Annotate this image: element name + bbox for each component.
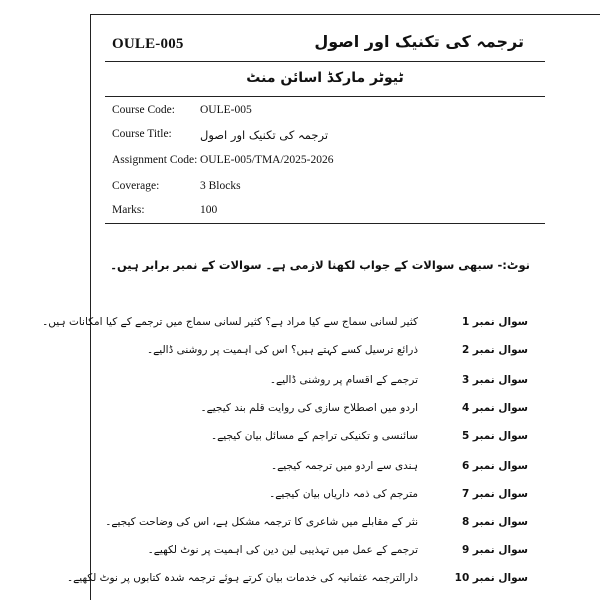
divider-bottom (105, 223, 545, 224)
instructions-note: نوٹ:- سبھی سوالات کے جواب لکھنا لازمی ہے۔ سوالات کے نمبر برابر ہیں۔ (110, 258, 530, 272)
info-value: OULE-005/TMA/2025-2026 (200, 154, 334, 166)
question-item (42, 316, 528, 336)
info-label: Coverage: (112, 180, 160, 192)
question-item (88, 544, 528, 564)
question-item (88, 516, 528, 536)
question-item (88, 402, 528, 422)
question-item (88, 344, 528, 364)
question-text: ترجمے کے اقسام پر روشنی ڈالیے۔ (269, 374, 418, 386)
course-code-heading: OULE-005 (112, 36, 184, 52)
question-number: سوال نمبر 2 (461, 344, 528, 356)
info-label: Course Title: (112, 128, 172, 140)
question-text: ترجمے کے عمل میں تہذیبی لین دین کی اہمیت پر نوٹ لکھیے۔ (147, 544, 418, 556)
question-text: سائنسی و تکنیکی تراجم کے مسائل بیان کیجیے۔ (211, 430, 418, 442)
question-item (88, 430, 528, 450)
question-item (88, 460, 528, 480)
page-left-border (90, 14, 91, 600)
question-number: سوال نمبر 4 (461, 402, 528, 414)
divider-middle (105, 96, 545, 97)
info-value: 3 Blocks (200, 180, 241, 192)
page-top-border (90, 14, 600, 15)
question-number: سوال نمبر 8 (461, 516, 528, 528)
info-value: 100 (200, 204, 218, 216)
question-text: نثر کے مقابلے میں شاعری کا ترجمہ مشکل ہے، اس کی وضاحت کیجیے۔ (105, 516, 418, 528)
question-number: سوال نمبر 3 (461, 374, 528, 386)
info-label: Assignment Code: (112, 154, 198, 166)
info-value: ترجمہ کی تکنیک اور اصول (200, 128, 329, 142)
question-number: سوال نمبر 5 (461, 430, 528, 442)
question-text: اردو میں اصطلاح سازی کی روایت قلم بند کیجیے۔ (200, 402, 418, 414)
question-item (88, 488, 528, 508)
question-item (66, 572, 528, 592)
question-item (88, 374, 528, 394)
info-value: OULE-005 (200, 104, 252, 116)
question-text: ذرائع ترسیل کسے کہتے ہیں؟ اس کی اہمیت پر روشنی ڈالیے۔ (146, 344, 418, 356)
question-text: ہندی سے اردو میں ترجمہ کیجیے۔ (270, 460, 418, 472)
course-title-heading: ترجمہ کی تکنیک اور اصول (314, 32, 524, 51)
question-text: کثیر لسانی سماج سے کیا مراد ہے؟ کثیر لسانی سماج میں ترجمے کے کیا امکانات ہیں۔ (42, 316, 418, 328)
question-number: سوال نمبر 6 (461, 460, 528, 472)
info-label: Course Code: (112, 104, 175, 116)
divider-top (105, 61, 545, 62)
section-title: ٹیوٹر مارکڈ اسائن منٹ (246, 70, 404, 86)
question-text: مترجم کی ذمہ داریاں بیان کیجیے۔ (269, 488, 418, 500)
question-number: سوال نمبر 1 (461, 316, 528, 328)
info-label: Marks: (112, 204, 145, 216)
question-text: دارالترجمہ عثمانیہ کی خدمات بیان کرتے ہوئے ترجمہ شدہ کتابوں پر نوٹ لکھیے۔ (66, 572, 418, 584)
question-number: سوال نمبر 9 (461, 544, 528, 556)
question-number: سوال نمبر 7 (461, 488, 528, 500)
question-number: سوال نمبر 10 (454, 572, 528, 584)
